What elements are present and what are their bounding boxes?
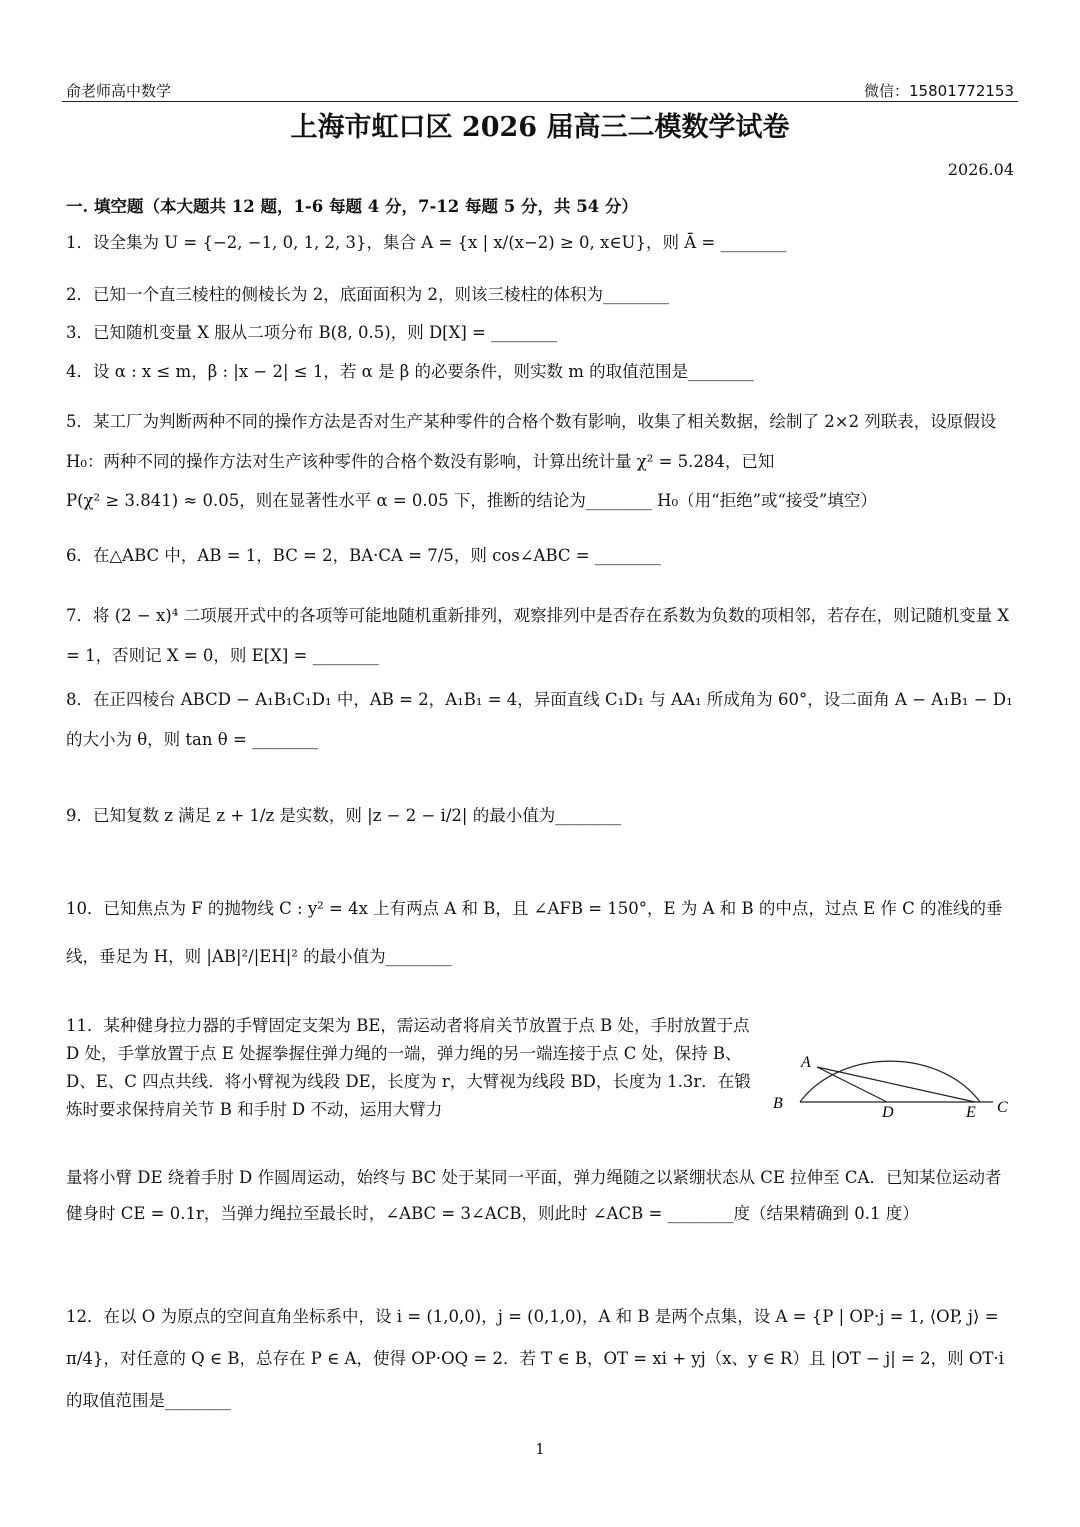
- header-left: 俞老师高中数学: [66, 82, 172, 100]
- line-ae: [817, 1067, 975, 1102]
- question-11-cont: 量将小臂 DE 绕着手肘 D 作圆周运动，始终与 BC 处于某同一平面，弹力绳随之以紧绷状态从 CE 拉伸至 CA．已知某位运动者健身时 CE = 0.1r，当弹力绳拉至最长时，∠ABC = 3∠ACB，则此时 ∠ACB = ________度（结果精确到 0.1 度）: [66, 1168, 1002, 1223]
- section-heading: 一. 填空题（本大题共 12 题，1-6 每题 4 分，7-12 每题 5 分，共 54 分）: [66, 197, 638, 216]
- arc-path: [800, 1061, 980, 1102]
- exam-date: 2026.04: [947, 160, 1014, 179]
- question-2: 2．已知一个直三棱柱的侧棱长为 2，底面面积为 2，则该三棱柱的体积为________: [66, 285, 669, 304]
- question-10: 10．已知焦点为 F 的抛物线 C : y² = 4x 上有两点 A 和 B，且 ∠AFB = 150°，E 为 A 和 B 的中点，过点 E 作 C 的准线的垂线，垂足为 H，则 |AB|²/|EH|² 的最小值为________: [66, 899, 1003, 966]
- question-5-cont: P(χ² ≥ 3.841) ≈ 0.05，则在显著性水平 α = 0.05 下，推断的结论为________ H₀（用“拒绝”或“接受”填空）: [66, 491, 877, 510]
- question-11-figure: [765, 1012, 1015, 1132]
- question-6: 6．在△ABC 中，AB = 1，BC = 2，BA·CA = 7/5，则 cos∠ABC = ________: [66, 546, 661, 565]
- label-a: A: [801, 1054, 811, 1071]
- label-c: C: [997, 1099, 1008, 1116]
- question-11: 11．某种健身拉力器的手臂固定支架为 BE，需运动者将肩关节放置于点 B 处，手肘放置于点 D 处，手掌放置于点 E 处握拳握住弹力绳的一端，弹力绳的另一端连接于点 C 处，保持 B、D、E、C 四点共线．将小臂视为线段 DE，长度为 r，大臂视为线段 BD，长度为 1.3r．在锻炼时要求保持肩关节 B 和手肘 D 不动，运用大臂力: [66, 1016, 751, 1119]
- question-7: 7．将 (2 − x)⁴ 二项展开式中的各项等可能地随机重新排列，观察排列中是否存在系数为负数的项相邻，若存在，则记随机变量 X = 1，否则记 X = 0，则 E[X] = ________: [66, 606, 1010, 665]
- header-divider: [62, 101, 1018, 102]
- page-number: 1: [535, 1440, 545, 1458]
- page-title: 上海市虹口区 2026 届高三二模数学试卷: [290, 112, 790, 143]
- question-9: 9．已知复数 z 满足 z + 1/z 是实数，则 |z − 2 − i/2| 的最小值为________: [66, 806, 622, 825]
- question-1: 1．设全集为 U = {−2, −1, 0, 1, 2, 3}，集合 A = {x | x/(x−2) ≥ 0, x∈U}，则 Ā = ________: [66, 233, 787, 252]
- label-e: E: [966, 1104, 976, 1121]
- question-5: 5．某工厂为判断两种不同的操作方法是否对生产某种零件的合格个数有影响，收集了相关数据，绘制了 2×2 列联表，设原假设 H₀：两种不同的操作方法对生产该种零件的合格个数没有影响，计算出统计量 χ² = 5.284，已知: [66, 412, 997, 471]
- question-8: 8．在正四棱台 ABCD − A₁B₁C₁D₁ 中，AB = 2，A₁B₁ = 4，异面直线 C₁D₁ 与 AA₁ 所成角为 60°，设二面角 A − A₁B₁ − D₁ 的大小为 θ，则 tan θ = ________: [66, 690, 1013, 749]
- line-ad: [817, 1067, 887, 1102]
- label-b: B: [773, 1095, 783, 1112]
- question-12: 12．在以 O 为原点的空间直角坐标系中，设 i = (1,0,0)，j = (0,1,0)，A 和 B 是两个点集，设 A = {P | OP·j = 1, ⟨OP, j⟩ = π/4}，对任意的 Q ∈ B，总存在 P ∈ A，使得 OP·OQ = 2．若 T ∈ B，OT = xi + yj（x、y ∈ R）且 |OT − j| = 2，则 OT·i 的取值范围是________: [66, 1307, 1004, 1410]
- label-d: D: [882, 1104, 894, 1121]
- header-right: 微信：15801772153: [864, 82, 1014, 100]
- question-3: 3．已知随机变量 X 服从二项分布 B(8, 0.5)，则 D[X] = ________: [66, 323, 558, 342]
- question-4: 4．设 α : x ≤ m，β : |x − 2| ≤ 1，若 α 是 β 的必要条件，则实数 m 的取值范围是________: [66, 362, 755, 381]
